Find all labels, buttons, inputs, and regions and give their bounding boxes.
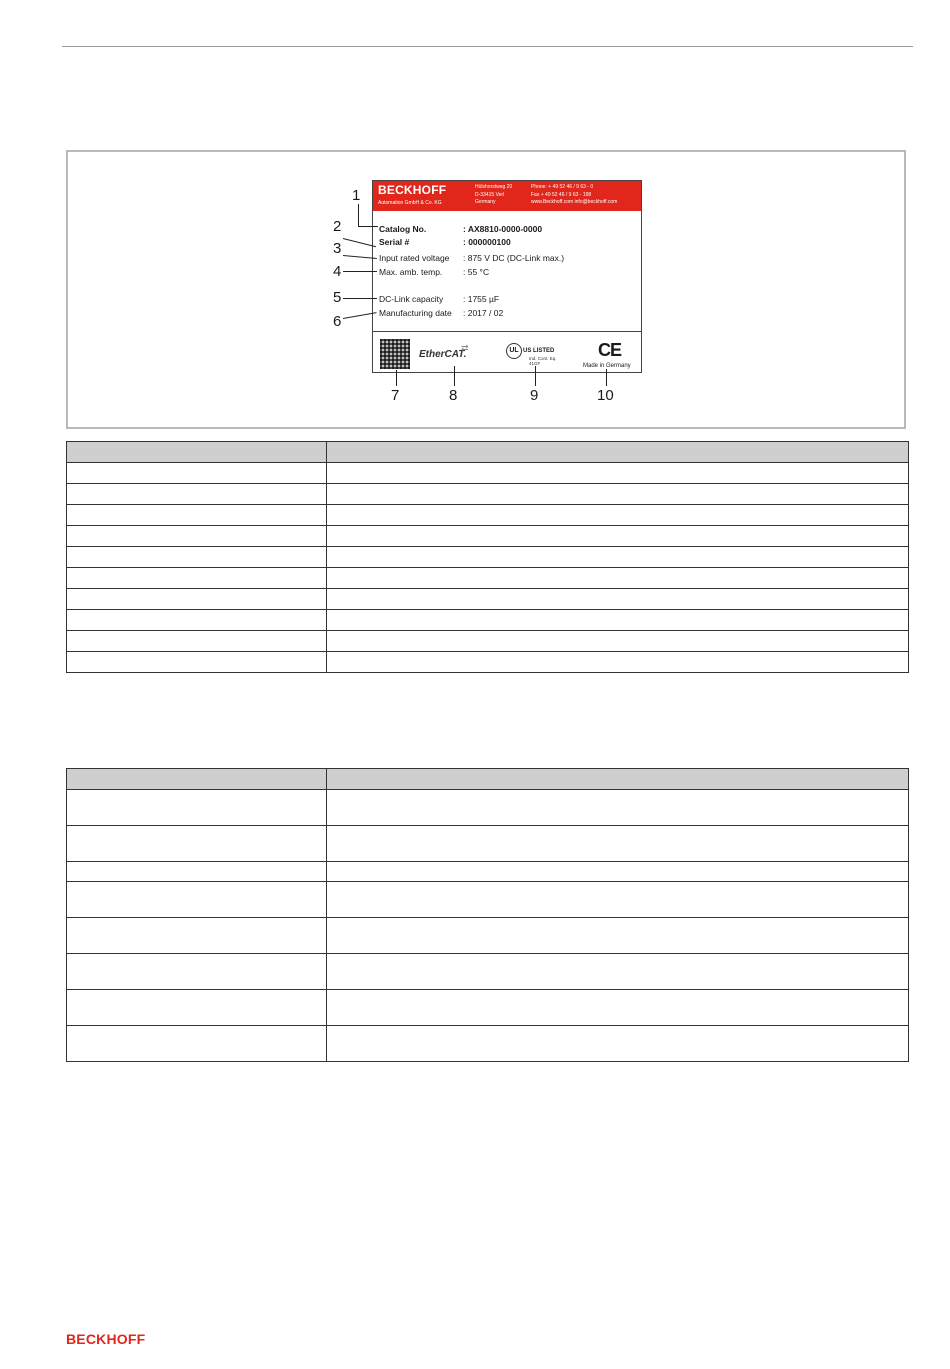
date-row	[379, 308, 503, 318]
ul-sub-line: 41GF	[529, 361, 541, 366]
catalog-key: Catalog No.	[379, 224, 427, 234]
table-cell	[67, 463, 327, 484]
table-cell	[327, 652, 909, 673]
callout-number: 3	[333, 240, 342, 257]
date-value: : 2017 / 02	[463, 308, 504, 318]
table-row	[67, 610, 909, 631]
table-cell	[327, 882, 909, 918]
table-cell	[327, 589, 909, 610]
serial-value: : 000000100	[463, 237, 511, 247]
capacity-key: DC-Link capacity	[379, 294, 444, 304]
table-cell	[327, 790, 909, 826]
callout-leader-5	[343, 298, 377, 299]
ul-listed-text: US LISTED	[523, 348, 555, 354]
nameplate-company: Automation GmbH & Co. KG	[378, 200, 442, 206]
contact-line: www.Beckhoff.com info@beckhoff.com	[531, 199, 618, 205]
table-row	[67, 1026, 909, 1062]
table-header-cell	[327, 769, 909, 790]
table-row	[67, 547, 909, 568]
capacity-value: : 1755 µF	[463, 294, 500, 304]
date-key: Manufacturing date	[379, 308, 452, 318]
callout-leader-10	[606, 369, 607, 386]
callout-number: 4	[333, 263, 342, 280]
table-row	[67, 568, 909, 589]
callout-leader-7	[396, 370, 397, 386]
callout-number: 8	[449, 387, 458, 404]
address-line: Hülshorstweg 20	[475, 184, 513, 190]
capacity-row	[379, 294, 499, 304]
table-cell	[327, 631, 909, 652]
address-line: Germany	[475, 199, 496, 205]
table-cell	[67, 547, 327, 568]
callout-leader-8	[454, 366, 455, 386]
second-table	[66, 768, 909, 1062]
header-rule	[62, 46, 913, 47]
callout-leader-9	[535, 366, 536, 386]
table-row	[67, 631, 909, 652]
table-cell	[67, 610, 327, 631]
table-row	[67, 826, 909, 862]
callout-number: 7	[391, 387, 400, 404]
table-cell	[67, 826, 327, 862]
callout-number: 2	[333, 218, 342, 235]
ul-mark-icon: UL	[506, 343, 522, 359]
ul-sub-text	[529, 356, 557, 366]
callout-number: 1	[352, 187, 361, 204]
table-row	[67, 526, 909, 547]
nameplate-label	[372, 180, 642, 373]
made-in-text: Made in Germany	[583, 363, 631, 369]
table-cell	[67, 568, 327, 589]
table-cell	[327, 1026, 909, 1062]
temp-row	[379, 267, 489, 277]
address-line: D-33415 Verl	[475, 191, 505, 198]
table-row	[67, 505, 909, 526]
temp-value: : 55 °C	[463, 267, 490, 277]
table-cell	[67, 484, 327, 505]
nameplate-brand: BECKHOFF	[378, 183, 447, 197]
contact-line: Phone: + 49 52 46 / 9 63 - 0	[531, 184, 594, 190]
table-cell	[67, 505, 327, 526]
table-cell	[67, 589, 327, 610]
ul-sub-line: Ind. Cont. Eq.	[529, 356, 557, 361]
table-cell	[67, 990, 327, 1026]
callout-number: 9	[530, 387, 539, 404]
nameplate-header	[373, 181, 641, 211]
table-row	[67, 652, 909, 673]
table-row	[67, 484, 909, 505]
ethercat-logo: EtherCAT.	[419, 349, 467, 360]
callout-leader-1	[358, 226, 378, 227]
table-cell	[67, 790, 327, 826]
table-cell	[327, 568, 909, 589]
table-row	[67, 990, 909, 1026]
catalog-value: : AX8810-0000-0000	[463, 224, 543, 234]
table-cell	[327, 547, 909, 568]
table-cell	[327, 526, 909, 547]
table-header-row	[67, 442, 909, 463]
table-cell	[327, 954, 909, 990]
nameplate-divider	[373, 331, 641, 332]
table-row	[67, 463, 909, 484]
nameplate-address	[475, 184, 512, 207]
footer-brand-logo: BECKHOFF	[66, 1331, 146, 1347]
ethercat-arrows-icon: ⇄	[461, 343, 469, 353]
qr-code	[380, 339, 410, 369]
table-header-row	[67, 769, 909, 790]
table-header-cell	[327, 442, 909, 463]
table-cell	[67, 1026, 327, 1062]
table-row	[67, 862, 909, 882]
table-cell	[67, 882, 327, 918]
table-cell	[67, 631, 327, 652]
callout-leader-4	[343, 271, 377, 272]
catalog-row	[379, 224, 542, 234]
table-cell	[67, 954, 327, 990]
table-cell	[327, 610, 909, 631]
callout-number: 10	[597, 387, 614, 404]
temp-key: Max. amb. temp.	[379, 267, 443, 277]
table-row	[67, 790, 909, 826]
table-cell	[67, 652, 327, 673]
table-cell	[67, 526, 327, 547]
nameplate-contact	[531, 184, 617, 207]
ce-mark-icon: CE	[598, 340, 622, 360]
table-cell	[327, 484, 909, 505]
table-cell	[327, 505, 909, 526]
serial-key: Serial #	[379, 237, 410, 247]
table-cell	[67, 862, 327, 882]
table-cell	[327, 918, 909, 954]
serial-row	[379, 237, 511, 247]
table-cell	[327, 862, 909, 882]
callout-number: 6	[333, 313, 342, 330]
voltage-value: : 875 V DC (DC-Link max.)	[463, 253, 565, 263]
table-row	[67, 954, 909, 990]
callout-leader-1	[358, 204, 359, 226]
table-row	[67, 918, 909, 954]
voltage-key: Input rated voltage	[379, 253, 450, 263]
table-row	[67, 589, 909, 610]
table-cell	[327, 826, 909, 862]
table-row	[67, 882, 909, 918]
table-header-cell	[67, 442, 327, 463]
table-cell	[327, 990, 909, 1026]
contact-line: Fax + 49 52 46 / 9 63 - 198	[531, 191, 592, 198]
voltage-row	[379, 253, 564, 263]
nameplate-legend-table	[66, 441, 909, 673]
table-header-cell	[67, 769, 327, 790]
callout-number: 5	[333, 289, 342, 306]
table-cell	[67, 918, 327, 954]
table-cell	[327, 463, 909, 484]
